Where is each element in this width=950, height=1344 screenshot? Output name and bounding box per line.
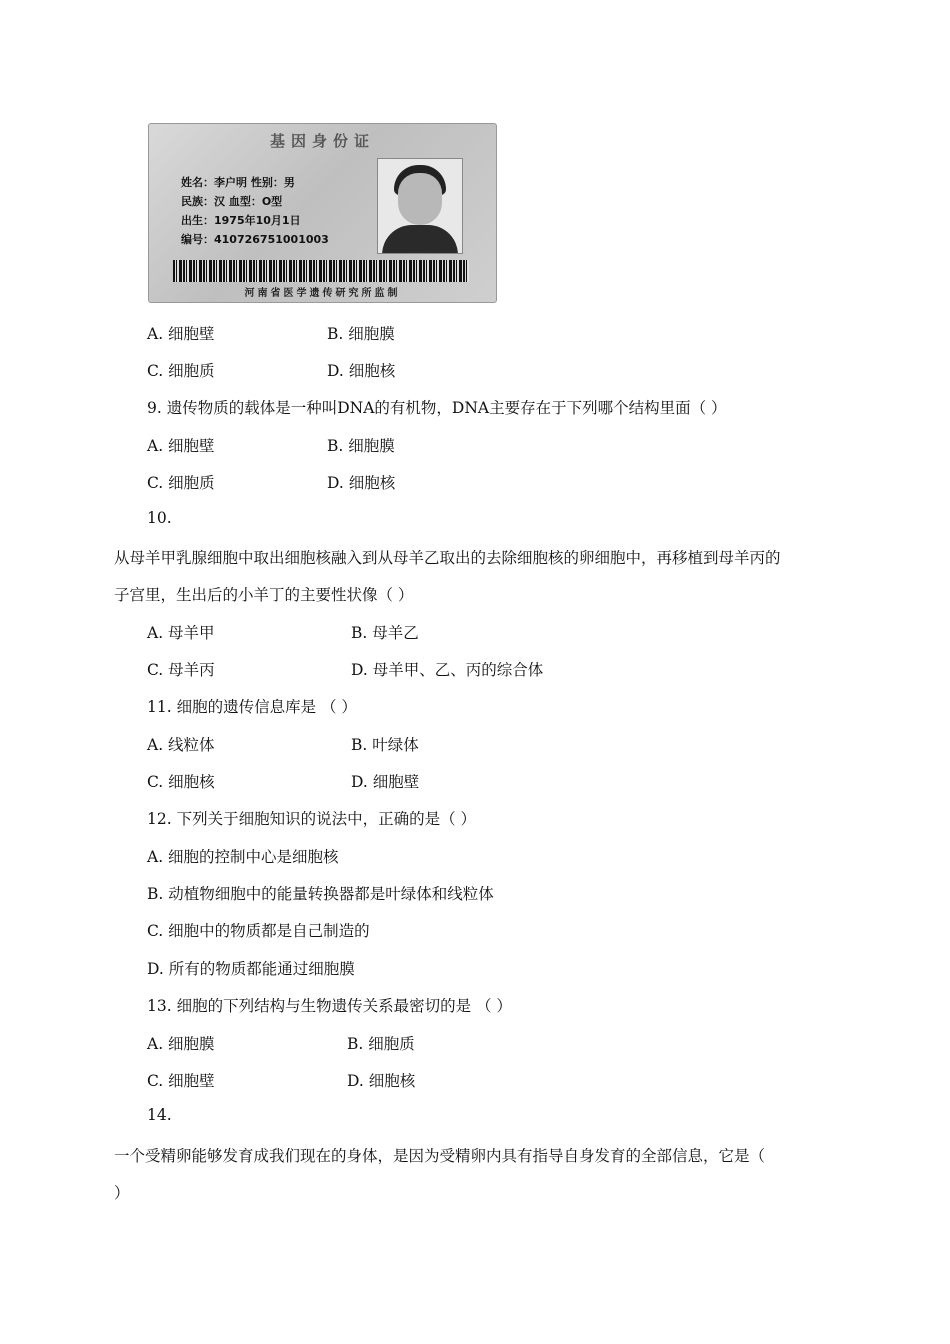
q14-stem-line1: 一个受精卵能够发育成我们现在的身体，是因为受精卵内具有指导自身发育的全部信息，它是（ bbox=[114, 1147, 766, 1165]
q8-option-a: A. 细胞壁 bbox=[147, 325, 215, 343]
portrait-photo bbox=[377, 158, 463, 254]
q10-option-c: C. 母羊丙 bbox=[147, 661, 215, 679]
q10-option-d: D. 母羊甲、乙、丙的综合体 bbox=[351, 661, 544, 679]
q9-option-d: D. 细胞核 bbox=[327, 474, 396, 492]
q11-option-c: C. 细胞核 bbox=[147, 773, 215, 791]
q10-option-b: B. 母羊乙 bbox=[351, 624, 419, 642]
q11-option-b: B. 叶绿体 bbox=[351, 736, 419, 754]
q11-stem: 11. 细胞的遗传信息库是 （ ） bbox=[147, 698, 357, 716]
q10-stem-line2: 子宫里，生出后的小羊丁的主要性状像（ ） bbox=[114, 586, 414, 604]
q14-number: 14. bbox=[147, 1106, 172, 1124]
q9-stem: 9. 遗传物质的载体是一种叫DNA的有机物，DNA主要存在于下列哪个结构里面（ ） bbox=[147, 399, 727, 417]
dna-id-card-image bbox=[148, 123, 497, 303]
q13-option-c: C. 细胞壁 bbox=[147, 1072, 215, 1090]
q12-option-b: B. 动植物细胞中的能量转换器都是叶绿体和线粒体 bbox=[147, 885, 494, 903]
barcode bbox=[173, 260, 469, 282]
q12-option-c: C. 细胞中的物质都是自己制造的 bbox=[147, 922, 370, 940]
q10-number: 10. bbox=[147, 509, 172, 527]
q11-option-d: D. 细胞壁 bbox=[351, 773, 420, 791]
q8-option-c: C. 细胞质 bbox=[147, 362, 215, 380]
q9-option-c: C. 细胞质 bbox=[147, 474, 215, 492]
q12-option-a: A. 细胞的控制中心是细胞核 bbox=[147, 848, 339, 866]
card-line-name: 姓名：李户明 性别：男 bbox=[181, 176, 295, 189]
q9-option-b: B. 细胞膜 bbox=[327, 437, 395, 455]
card-line-ethnicity: 民族：汉 血型：O型 bbox=[181, 195, 283, 208]
q8-option-b: B. 细胞膜 bbox=[327, 325, 395, 343]
q12-option-d: D. 所有的物质都能通过细胞膜 bbox=[147, 960, 355, 978]
q13-option-b: B. 细胞质 bbox=[347, 1035, 415, 1053]
card-line-birth: 出生：1975年10月1日 bbox=[181, 214, 301, 227]
card-footer: 河南省医学遗传研究所监制 bbox=[244, 288, 401, 299]
card-title: 基因身份证 bbox=[269, 132, 375, 150]
q9-option-a: A. 细胞壁 bbox=[147, 437, 215, 455]
q14-stem-line2: ） bbox=[114, 1184, 130, 1202]
q13-option-d: D. 细胞核 bbox=[347, 1072, 416, 1090]
q13-option-a: A. 细胞膜 bbox=[147, 1035, 215, 1053]
card-line-number: 编号：410726751001003 bbox=[181, 233, 329, 246]
q11-option-a: A. 线粒体 bbox=[147, 736, 215, 754]
q12-stem: 12. 下列关于细胞知识的说法中，正确的是（ ） bbox=[147, 810, 477, 828]
q10-stem-line1: 从母羊甲乳腺细胞中取出细胞核融入到从母羊乙取出的去除细胞核的卵细胞中，再移植到母羊丙的 bbox=[114, 549, 781, 567]
q13-stem: 13. 细胞的下列结构与生物遗传关系最密切的是 （ ） bbox=[147, 997, 512, 1015]
q10-option-a: A. 母羊甲 bbox=[147, 624, 215, 642]
q8-option-d: D. 细胞核 bbox=[327, 362, 396, 380]
